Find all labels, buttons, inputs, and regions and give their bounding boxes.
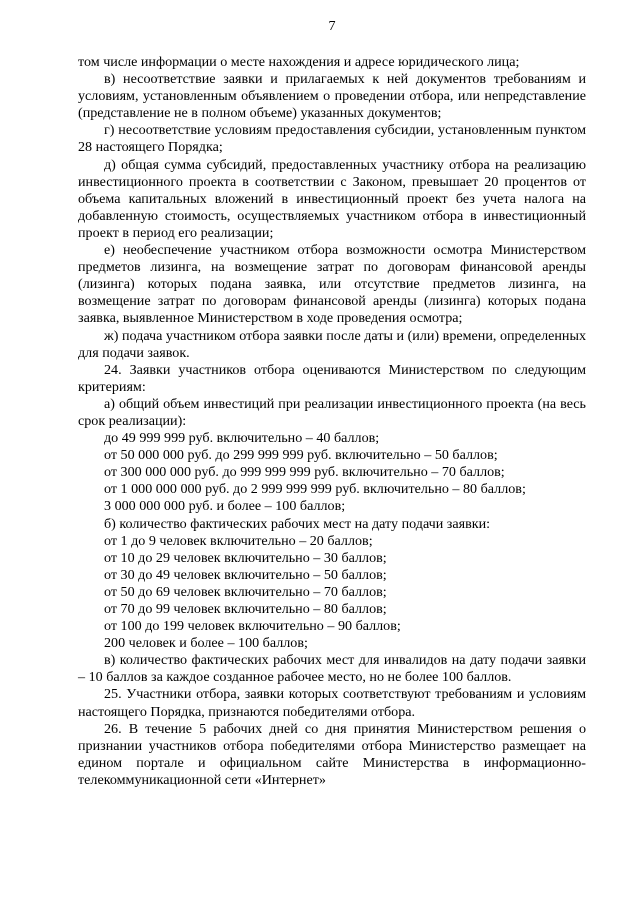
list-item: от 300 000 000 руб. до 999 999 999 руб. включительно – 70 баллов; xyxy=(104,464,505,481)
page-number: 7 xyxy=(328,18,336,34)
paragraph: 26. В течение 5 рабочих дней со дня принятия Министерством решения о признании участников отбора победителями отбора Министерство размещает на едином портале и официальном сайте Министерства в информационно-телекоммуникационной сети «Интернет» xyxy=(78,720,586,788)
list-item: от 50 до 69 человек включительно – 70 баллов; xyxy=(104,583,387,600)
paragraph: 24. Заявки участников отбора оцениваются Министерством по следующим критериям: xyxy=(78,361,586,395)
paragraph: б) количество фактических рабочих мест на дату подачи заявки: xyxy=(104,515,491,532)
paragraph: в) несоответствие заявки и прилагаемых к ней документов требованиям и условиям, установленным объявлением о проведении отбора, или непредставление (представление не в полном объеме) указанных документов; xyxy=(78,71,586,122)
list-item: от 30 до 49 человек включительно – 50 баллов; xyxy=(104,566,387,583)
paragraph: е) необеспечение участником отбора возможности осмотра Министерством предметов лизинга, на возмещение затрат по договорам финансовой аренды (лизинга) которых подана заявка, или отсутствие предметов лизинга, на возмещение затрат по договорам финансовой аренды (лизинга) которых подана заявка, выявленное Министерством в ходе проведения осмотра; xyxy=(78,242,586,327)
paragraph: г) несоответствие условиям предоставления субсидии, установленным пунктом 28 настоящего Порядка; xyxy=(78,122,586,156)
document-body xyxy=(78,54,586,789)
paragraph: в) количество фактических рабочих мест для инвалидов на дату подачи заявки – 10 баллов за каждое созданное рабочее место, но не более 100 баллов. xyxy=(78,652,586,686)
list-item: 200 человек и более – 100 баллов; xyxy=(104,635,308,652)
list-item: от 100 до 199 человек включительно – 90 баллов; xyxy=(104,618,401,635)
list-item: от 70 до 99 человек включительно – 80 баллов; xyxy=(104,601,387,617)
paragraph: том числе информации о месте нахождения и адресе юридического лица; xyxy=(78,54,520,70)
list-item: от 1 до 9 человек включительно – 20 баллов; xyxy=(104,532,373,549)
paragraph: д) общая сумма субсидий, предоставленных участнику отбора на реализацию инвестиционного проекта в соответствии с Законом, превышает 20 процентов от объема капитальных вложений в инвестиционный проект без учета налога на добавленную стоимость, осуществляемых участником отбора в инвестиционный проект в период его реализации; xyxy=(78,156,586,241)
paragraph: а) общий объем инвестиций при реализации инвестиционного проекта (на весь срок реализации): xyxy=(78,395,586,429)
paragraph: ж) подача участником отбора заявки после даты и (или) времени, определенных для подачи заявок. xyxy=(78,327,586,361)
paragraph: 25. Участники отбора, заявки которых соответствуют требованиям и условиям настоящего Порядка, признаются победителями отбора. xyxy=(78,686,586,720)
list-item: от 1 000 000 000 руб. до 2 999 999 999 руб. включительно – 80 баллов; xyxy=(104,481,526,498)
list-item: 3 000 000 000 руб. и более – 100 баллов; xyxy=(104,498,346,515)
list-item: от 10 до 29 человек включительно – 30 баллов; xyxy=(104,549,387,566)
list-item: от 50 000 000 руб. до 299 999 999 руб. включительно – 50 баллов; xyxy=(104,447,498,464)
list-item: до 49 999 999 руб. включительно – 40 баллов; xyxy=(104,430,380,447)
